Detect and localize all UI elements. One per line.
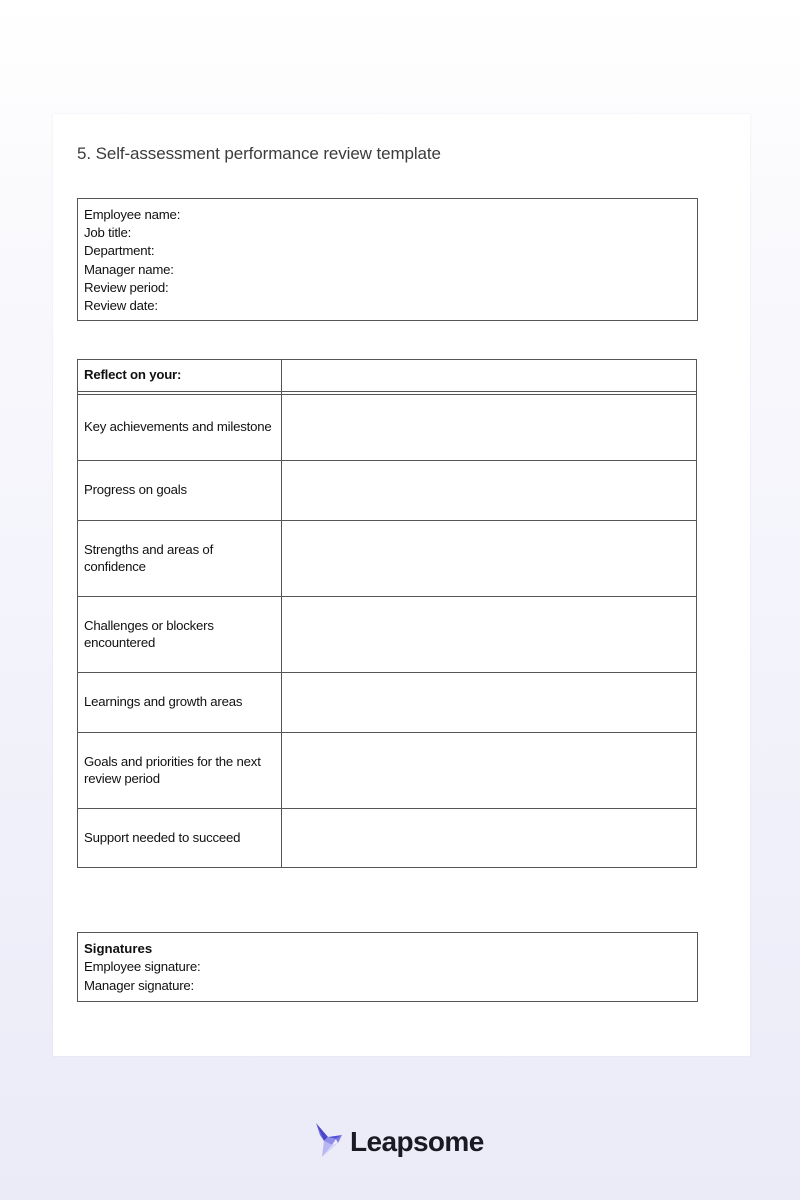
employee-signature-field: Employee signature: (84, 959, 201, 975)
row-label: Support needed to succeed (78, 809, 282, 868)
brand-name: Leapsome (350, 1126, 484, 1157)
row-label: Goals and priorities for the next review period (78, 733, 282, 809)
table-header-value (282, 360, 697, 392)
row-label: Strengths and areas of confidence (78, 521, 282, 597)
table-header-label: Reflect on your: (78, 360, 282, 392)
document-title: 5. Self-assessment performance review template (77, 144, 441, 163)
table-row (78, 673, 697, 733)
department-field: Department: (84, 243, 155, 259)
row-label: Progress on goals (78, 461, 282, 521)
table-row (78, 521, 697, 597)
manager-name-field: Manager name: (84, 261, 174, 277)
row-response-cell[interactable] (282, 673, 697, 733)
table-row (78, 597, 697, 673)
table-row (78, 733, 697, 809)
row-response-cell[interactable] (282, 461, 697, 521)
table-header-row (78, 360, 697, 392)
employee-info-box (77, 198, 698, 321)
leapsome-bird-logo-icon (314, 1121, 344, 1164)
signatures-box (77, 932, 698, 1002)
row-response-cell[interactable] (282, 521, 697, 597)
job-title-field: Job title: (84, 225, 132, 241)
row-label: Key achievements and milestone (78, 395, 282, 461)
review-date-field: Review date: (84, 298, 158, 314)
row-label: Learnings and growth areas (78, 673, 282, 733)
table-row (78, 461, 697, 521)
leapsome-logo (314, 1122, 484, 1162)
row-response-cell[interactable] (282, 597, 697, 673)
row-label: Challenges or blockers encountered (78, 597, 282, 673)
reflection-table (77, 359, 697, 868)
signatures-heading: Signatures (84, 941, 153, 956)
employee-name-field: Employee name: (84, 207, 181, 222)
row-response-cell[interactable] (282, 733, 697, 809)
row-response-cell[interactable] (282, 809, 697, 868)
manager-signature-field: Manager signature: (84, 977, 195, 993)
table-row (78, 395, 697, 461)
table-row (78, 809, 697, 868)
review-period-field: Review period: (84, 279, 169, 295)
row-response-cell[interactable] (282, 395, 697, 461)
